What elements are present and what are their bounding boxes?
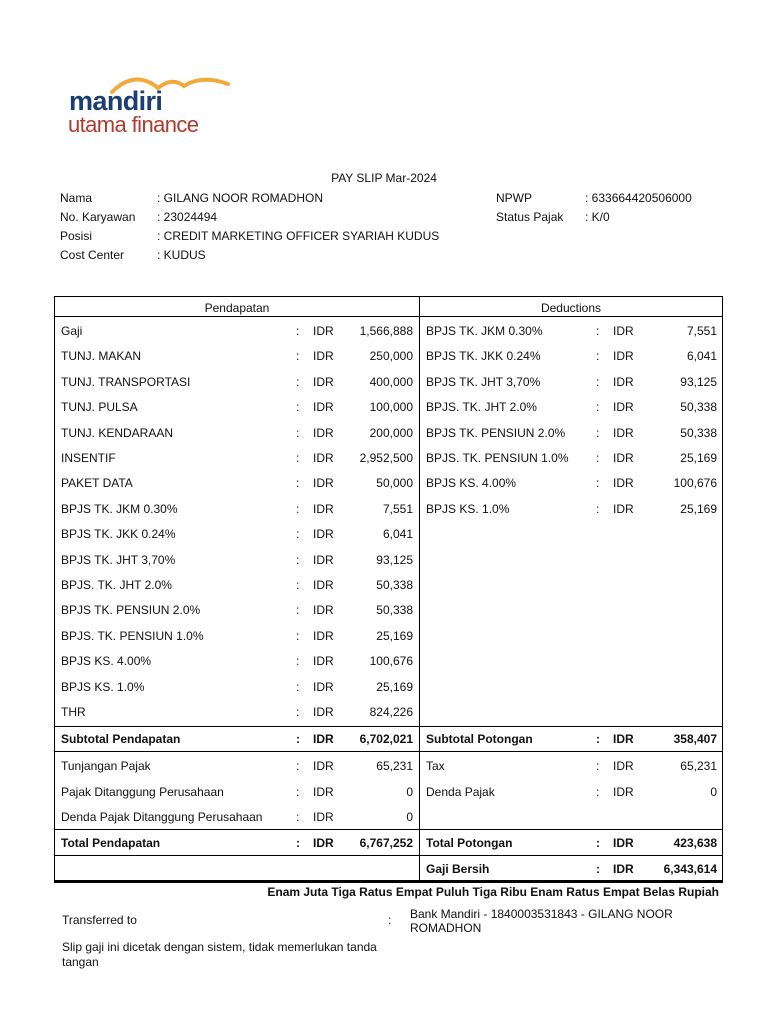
subtotal-deductions-row-amount: 358,407 [673,732,717,746]
income-extra-row-colon: : [296,759,300,773]
total-income-row-name: Total Pendapatan [61,836,161,850]
total-income-row-cur: IDR [313,836,334,850]
income-row-colon: : [296,349,300,364]
income-row-name: BPJS. TK. PENSIUN 1.0% [61,628,204,643]
income-row-cur: IDR [313,476,334,491]
income-row-name: BPJS TK. JKM 0.30% [61,501,178,516]
income-extra-row-cur: IDR [313,810,334,824]
income-row-amount: 2,952,500 [359,451,413,465]
deduction-row [426,476,717,490]
income-row-name: TUNJ. PULSA [61,400,138,415]
subtotal-income-row-colon: : [296,732,300,746]
income-row-colon: : [296,628,300,643]
position-label: Posisi [60,229,93,243]
income-row [61,527,413,541]
deduction-row-name: BPJS KS. 4.00% [426,476,517,491]
income-row-colon: : [296,425,300,440]
total-deductions-row-name: Total Potongan [426,836,513,850]
deduction-row-cur: IDR [613,501,634,516]
income-row-colon: : [296,501,300,516]
deduction-row-colon: : [596,400,600,415]
header-divider [54,316,723,317]
income-row-amount: 400,000 [369,374,413,389]
income-row-name: BPJS TK. JHT 3,70% [61,552,176,567]
subtotal-income-row-name: Subtotal Pendapatan [61,732,181,746]
deduction-row-name: BPJS TK. JKM 0.30% [426,324,543,338]
deduction-extra-row-name: Tax [426,759,445,773]
total-deductions-row [426,836,717,850]
income-row-colon: : [296,679,300,694]
transfer-account-line1: Bank Mandiri - 1840003531843 - GILANG NOOR [410,907,673,921]
deduction-row [426,400,717,414]
income-row [61,502,413,516]
income-row-cur: IDR [313,324,334,338]
deduction-row-amount: 93,125 [680,374,717,389]
deduction-row [426,451,717,465]
income-row [61,680,413,694]
income-row-colon: : [296,476,300,491]
net-pay-row [426,862,717,876]
income-row-amount: 1,566,888 [359,324,413,338]
transfer-colon: : [388,913,392,927]
income-extra-row [61,759,413,773]
income-row-colon: : [296,552,300,567]
income-row-cur: IDR [313,501,334,516]
net-pay-row-cur: IDR [613,862,634,876]
subtotal-income-row-cur: IDR [313,732,334,746]
deduction-row-cur: IDR [613,476,634,491]
deduction-row-amount: 6,041 [686,349,717,364]
column-divider [419,296,420,883]
income-row-cur: IDR [313,451,334,465]
income-row-colon: : [296,527,300,542]
deduction-row-cur: IDR [613,324,634,338]
deduction-row-cur: IDR [613,451,634,465]
subtotal-deductions-row-cur: IDR [613,732,634,746]
income-row-cur: IDR [313,425,334,440]
income-extra-row-name: Denda Pajak Ditanggung Perusahaan [61,810,263,824]
employee-id-value: : 23024494 [157,210,218,224]
income-row [61,400,413,414]
income-row-amount: 7,551 [382,501,413,516]
tax-status-value: : K/0 [585,210,610,224]
income-row [61,426,413,440]
amount-in-words: Enam Juta Tiga Ratus Empat Puluh Tiga Ribu Enam Ratus Empat Belas Rupiah [267,885,719,899]
cost-center-label: Cost Center [60,248,125,262]
subtotal-income-row [61,732,413,746]
income-row [61,603,413,617]
npwp-label: NPWP [496,191,532,205]
deduction-extra-row-amount: 0 [710,784,717,799]
income-row-amount: 200,000 [369,425,413,440]
income-row-cur: IDR [313,349,334,364]
deduction-row [426,324,717,338]
income-row-cur: IDR [313,374,334,389]
income-extra-row-amount: 65,231 [376,759,413,773]
income-row-amount: 100,000 [369,400,413,415]
income-extra-row-amount: 0 [406,784,413,799]
income-row-name: BPJS TK. PENSIUN 2.0% [61,603,201,618]
income-row-amount: 25,169 [376,679,413,694]
net-pay-row-amount: 6,343,614 [663,862,717,876]
page-title: PAY SLIP Mar-2024 [331,171,437,185]
income-row [61,375,413,389]
income-row-name: BPJS KS. 4.00% [61,654,152,669]
deduction-extra-row [426,759,717,773]
logo-text-mandiri: mandiri [69,86,163,116]
income-row-cur: IDR [313,578,334,592]
net-pay-row-name: Gaji Bersih [426,862,490,876]
deduction-row-colon: : [596,451,600,465]
system-note-line1: Slip gaji ini dicetak dengan sistem, tidak memerlukan tanda [62,940,377,954]
total-income-row-colon: : [296,836,300,850]
deduction-row-amount: 25,169 [680,451,717,465]
employee-id-label: No. Karyawan [60,210,136,224]
income-header: Pendapatan [204,301,270,315]
table-bottom-border [54,880,723,882]
income-extra-row-name: Pajak Ditanggung Perusahaan [61,784,224,799]
income-row-name: INSENTIF [61,451,116,465]
income-row-amount: 50,000 [376,476,413,491]
income-row-colon: : [296,451,300,465]
deduction-row-amount: 50,338 [680,425,717,440]
deduction-row-colon: : [596,476,600,491]
income-row-amount: 250,000 [369,349,413,364]
income-row-colon: : [296,603,300,618]
transfer-label: Transferred to [62,913,137,927]
total-income-row-amount: 6,767,252 [359,836,413,850]
income-row-name: PAKET DATA [61,476,133,491]
income-row-name: BPJS KS. 1.0% [61,679,145,694]
deduction-extra-row-colon: : [596,759,600,773]
income-row-amount: 100,676 [369,654,413,669]
income-row [61,629,413,643]
income-row-colon: : [296,324,300,338]
deduction-row-cur: IDR [613,400,634,415]
income-extra-row-cur: IDR [313,784,334,799]
npwp-value: : 633664420506000 [585,191,692,205]
income-row-amount: 93,125 [376,552,413,567]
income-row-name: TUNJ. TRANSPORTASI [61,374,191,389]
deduction-extra-row-cur: IDR [613,759,634,773]
income-extra-row-colon: : [296,784,300,799]
cost-center-value: : KUDUS [157,248,206,262]
deduction-row-cur: IDR [613,425,634,440]
position-value: : CREDIT MARKETING OFFICER SYARIAH KUDUS [157,229,440,243]
deduction-extra-row-colon: : [596,784,600,799]
income-row [61,705,413,719]
company-logo [66,74,226,140]
income-row [61,553,413,567]
deduction-row-amount: 100,676 [673,476,717,491]
income-row-name: BPJS. TK. JHT 2.0% [61,578,172,592]
income-row-amount: 824,226 [369,705,413,719]
deduction-row-colon: : [596,501,600,516]
income-row-cur: IDR [313,679,334,694]
income-row-colon: : [296,374,300,389]
deduction-row-name: BPJS TK. PENSIUN 2.0% [426,425,566,440]
income-extra-row-name: Tunjangan Pajak [61,759,151,773]
income-row-name: TUNJ. MAKAN [61,349,142,364]
total-deductions-row-amount: 423,638 [673,836,717,850]
income-row-cur: IDR [313,527,334,542]
deduction-extra-row-amount: 65,231 [680,759,717,773]
subtotal-deductions-row-colon: : [596,732,600,746]
income-row [61,578,413,592]
deduction-row-name: BPJS TK. JKK 0.24% [426,349,541,364]
deduction-row-colon: : [596,374,600,389]
income-row-amount: 50,338 [376,603,413,618]
income-row-cur: IDR [313,705,334,719]
income-row [61,349,413,363]
income-row-cur: IDR [313,400,334,415]
income-extra-row-amount: 0 [406,810,413,824]
income-row-colon: : [296,578,300,592]
total-deductions-row-colon: : [596,836,600,850]
transfer-account-line2: ROMADHON [410,921,482,935]
income-row-amount: 50,338 [376,578,413,592]
income-row-cur: IDR [313,552,334,567]
subtotal-deductions-row-name: Subtotal Potongan [426,732,533,746]
income-row-name: THR [61,705,86,719]
deduction-row [426,426,717,440]
income-extra-row [61,785,413,799]
deduction-extra-row [426,785,717,799]
deduction-extra-row-name: Denda Pajak [426,784,495,799]
income-extra-row [61,810,413,824]
deduction-row-amount: 7,551 [686,324,717,338]
deduction-row [426,349,717,363]
deduction-row-cur: IDR [613,374,634,389]
income-row-name: Gaji [61,324,83,338]
deduction-row-name: BPJS. TK. PENSIUN 1.0% [426,451,569,465]
deduction-row [426,375,717,389]
subtotal-income-row-amount: 6,702,021 [359,732,413,746]
income-row-cur: IDR [313,628,334,643]
logo-text-utama-finance: utama finance [68,112,199,137]
income-row-name: TUNJ. KENDARAAN [61,425,174,440]
income-row-cur: IDR [313,654,334,669]
deduction-row-name: BPJS TK. JHT 3,70% [426,374,541,389]
deduction-row-colon: : [596,425,600,440]
income-row-name: BPJS TK. JKK 0.24% [61,527,176,542]
income-row-colon: : [296,654,300,669]
income-extra-row-colon: : [296,810,300,824]
name-value: : GILANG NOOR ROMADHON [157,191,324,205]
deduction-row-cur: IDR [613,349,634,364]
system-note-line2: tangan [62,955,99,969]
subtotal-deductions-row [426,732,717,746]
deduction-row-colon: : [596,349,600,364]
deduction-row-name: BPJS KS. 1.0% [426,501,510,516]
total-deductions-row-cur: IDR [613,836,634,850]
subtotal-top-divider [54,726,723,727]
income-row [61,451,413,465]
income-row-cur: IDR [313,603,334,618]
name-label: Nama [60,191,93,205]
net-pay-row-colon: : [596,862,600,876]
deductions-header: Deductions [540,301,602,315]
income-row-colon: : [296,705,300,719]
total-top-divider [54,829,723,830]
deduction-extra-row-cur: IDR [613,784,634,799]
income-row-colon: : [296,400,300,415]
total-bottom-divider [54,855,723,856]
deduction-row-amount: 25,169 [680,501,717,516]
income-row [61,476,413,490]
deduction-row-colon: : [596,324,600,338]
tax-status-label: Status Pajak [496,210,564,224]
total-income-row [61,836,413,850]
deduction-row-name: BPJS. TK. JHT 2.0% [426,400,537,415]
income-row [61,654,413,668]
income-row-amount: 6,041 [382,527,413,542]
deduction-row [426,502,717,516]
income-row-amount: 25,169 [376,628,413,643]
income-row [61,324,413,338]
income-extra-row-cur: IDR [313,759,334,773]
subtotal-bottom-divider [54,751,723,752]
deduction-row-amount: 50,338 [680,400,717,415]
